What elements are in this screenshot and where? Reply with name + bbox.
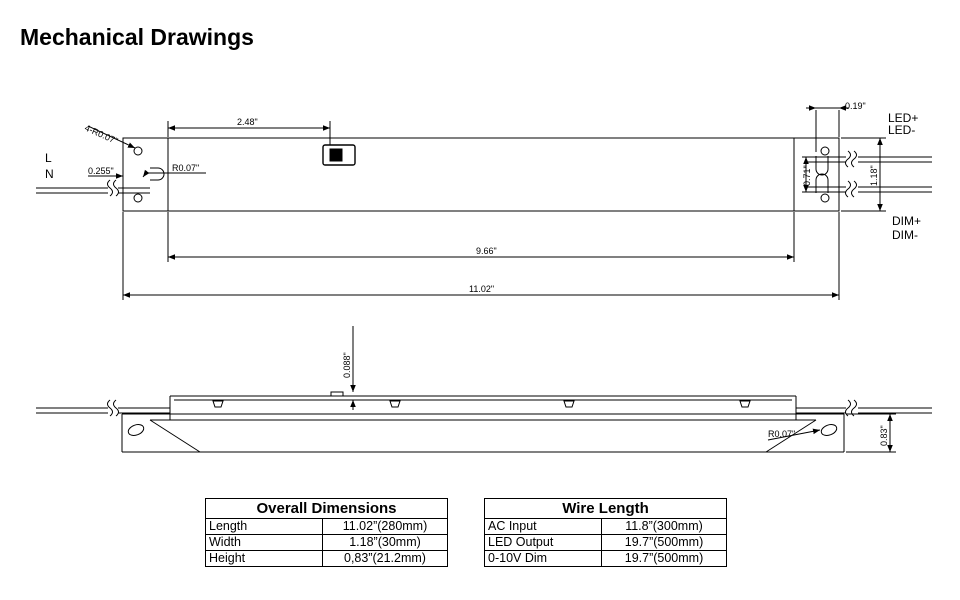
label-dim-plus: DIM+ [892,214,922,228]
row-value: 11.8”(300mm) [602,519,727,535]
row-label: AC Input [485,519,602,535]
table-row [485,551,727,567]
row-label: Height [206,551,323,567]
clip-1 [213,401,223,407]
left-wire-slot [150,168,164,180]
row-label: Width [206,535,323,551]
page-title: Mechanical Drawings [20,24,254,50]
table-row [206,535,448,551]
label-dim-minus: DIM- [892,228,918,242]
wire-break-left-1 [108,180,113,196]
table-row [206,551,448,567]
table-row [206,519,448,535]
label-L: L [45,151,52,165]
side-mount-slot-left [127,423,145,438]
mount-hole-callout: 4-R0.07" [83,122,120,147]
mount-hole-bottom-left [134,194,142,202]
row-label: 0-10V Dim [485,551,602,567]
side-view [36,326,932,452]
label-0-088: 0.088" [342,352,352,378]
top-view [36,108,932,300]
label-N: N [45,167,54,181]
row-value: 11.02”(280mm) [323,519,448,535]
label-0-255: 0.255" [88,166,114,176]
table-row [485,519,727,535]
wire-length-title: Wire Length [485,499,727,519]
row-value: 19.7”(500mm) [602,551,727,567]
clip-4 [740,401,750,407]
wire-break-left-2 [114,180,119,196]
top-view-labels [45,101,921,294]
row-value: 0,83”(21.2mm) [323,551,448,567]
row-value: 19.7”(500mm) [602,535,727,551]
row-label: Length [206,519,323,535]
overall-dimensions-table [205,498,448,567]
row-label: LED Output [485,535,602,551]
label-led-plus: LED+ [888,111,919,125]
switch-knob [330,149,342,161]
table-row [485,535,727,551]
side-view-labels [342,352,889,446]
label-9-66: 9.66" [476,246,497,256]
clip-2 [390,401,400,407]
label-R0-07-side: R0.07" [768,429,796,439]
wire-length-table [484,498,727,567]
label-1-18: 1.18" [869,165,879,186]
mount-hole-top-left [134,147,142,155]
mount-hole-top-right [821,147,829,155]
wire-break-right-2 [846,181,851,197]
label-11-02: 11.02" [469,284,495,294]
row-value: 1.18”(30mm) [323,535,448,551]
label-0-71: 0.71" [802,165,812,186]
right-slot-bottom [816,174,828,193]
label-0-19: 0.19" [845,101,866,111]
side-mount-slot-right [820,423,838,438]
mount-hole-bottom-right [821,194,829,202]
label-0-83: 0.83" [879,425,889,446]
overall-dimensions-title: Overall Dimensions [206,499,448,519]
driver-body-outline [123,138,839,211]
label-R0-07-top: R0.07" [172,163,200,173]
label-2-48: 2.48" [237,117,258,127]
wire-break-right-1 [846,151,851,167]
label-led-minus: LED- [888,123,916,137]
right-slot-top [816,156,828,175]
clip-3 [564,401,574,407]
